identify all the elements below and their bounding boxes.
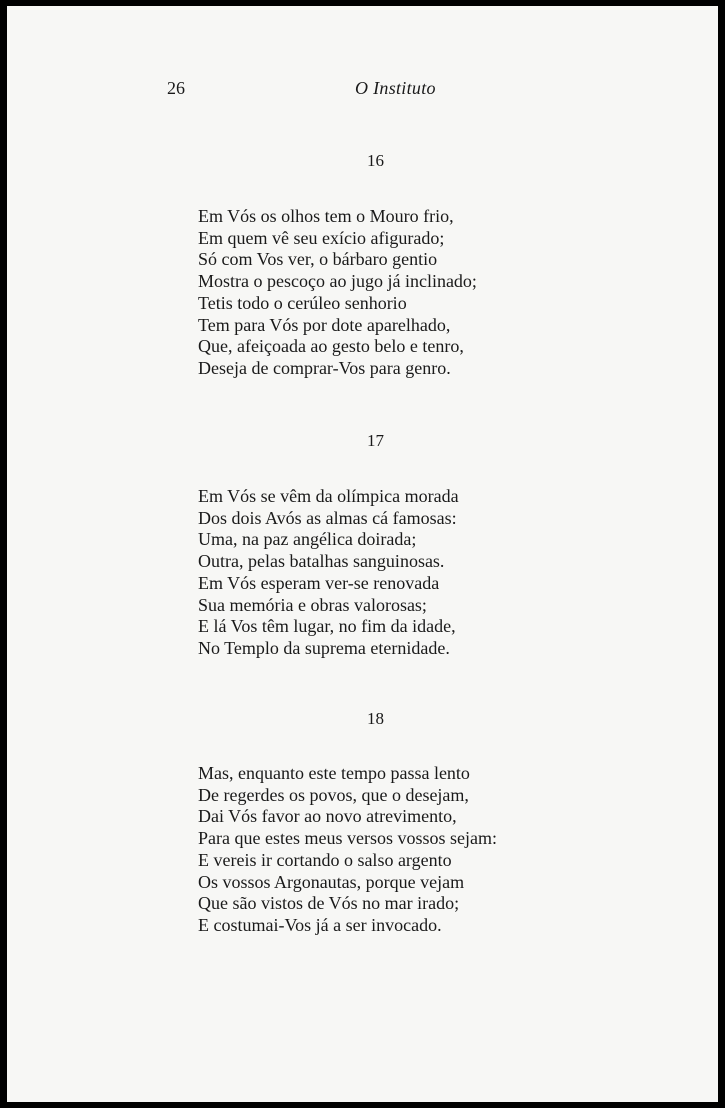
verse-line: Em Vós esperam ver-se renovada: [198, 572, 440, 593]
stanza-number-17: 17: [367, 431, 384, 450]
stanza-17: [198, 486, 598, 660]
verse-line: E lá Vos têm lugar, no fim da idade,: [198, 616, 456, 637]
verse-line: Mostra o pescoço ao jugo já inclinado;: [198, 271, 477, 292]
verse-line: Os vossos Argonautas, porque vejam: [198, 871, 465, 892]
verse-line: No Templo da suprema eternidade.: [198, 637, 450, 658]
verse-line: Uma, na paz angélica doirada;: [198, 529, 417, 550]
running-title: O Instituto: [355, 78, 436, 98]
verse-line: Dos dois Avós as almas cá famosas:: [198, 507, 457, 528]
verse-line: Só com Vos ver, o bárbaro gentio: [198, 249, 438, 270]
book-page: [7, 6, 718, 1102]
verse-line: Para que estes meus versos vossos sejam:: [198, 828, 497, 849]
stanza-number-18: 18: [367, 709, 384, 728]
verse-line: Mas, enquanto este tempo passa lento: [198, 763, 470, 783]
verse-line: Deseja de comprar-Vos para genro.: [198, 357, 451, 378]
page-number: 26: [167, 78, 185, 98]
verse-line: E costumai-Vos já a ser invocado.: [198, 914, 442, 935]
verse-line: Sua memória e obras valorosas;: [198, 594, 427, 615]
verse-line: Tem para Vós por dote aparelhado,: [198, 314, 451, 335]
verse-line: Em quem vê seu exício afigurado;: [198, 227, 445, 248]
verse-line: Tetis todo o cerúleo senhorio: [198, 292, 407, 313]
verse-line: E vereis ir cortando o salso argento: [198, 849, 452, 870]
stanza-18: [198, 763, 598, 937]
verse-line: Em Vós os olhos tem o Mouro frio,: [198, 206, 454, 226]
verse-line: Dai Vós favor ao novo atrevimento,: [198, 806, 457, 827]
verse-line: Outra, pelas batalhas sanguinosas.: [198, 551, 445, 572]
verse-line: Que, afeiçoada ao gesto belo e tenro,: [198, 336, 464, 357]
stanza-16: [198, 206, 598, 380]
verse-line: Em Vós se vêm da olímpica morada: [198, 486, 459, 506]
stanza-number-16: 16: [367, 151, 384, 170]
verse-line: De regerdes os povos, que o desejam,: [198, 784, 469, 805]
verse-line: Que são vistos de Vós no mar irado;: [198, 893, 460, 914]
